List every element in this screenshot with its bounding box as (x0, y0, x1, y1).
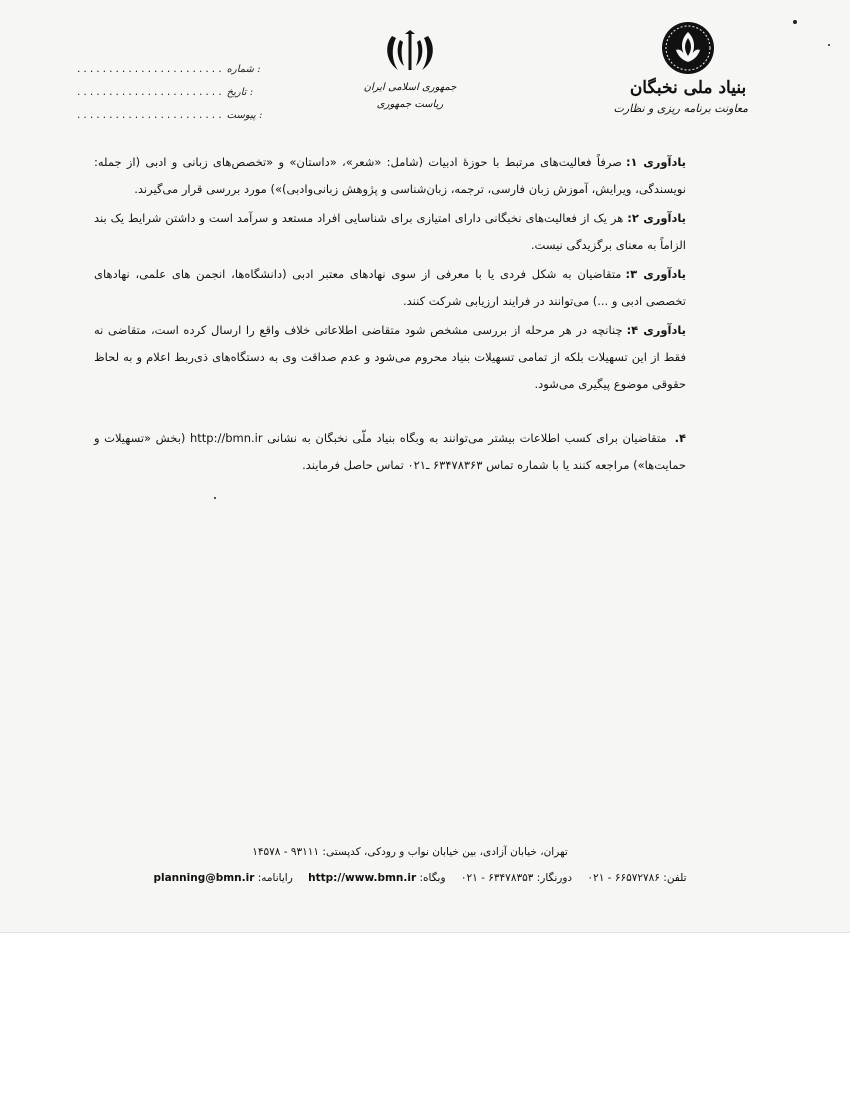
scan-speck (214, 497, 216, 499)
footer-contacts (140, 872, 700, 884)
item-text: متقاضیان برای کسب اطلاعات بیشتر می‌توانند به وبگاه بنیاد ملّی نخبگان به نشانی http://bmn.ir (بخش «تسهیلات و حمایت‌ها») مراجعه کنند یا با شماره تماس ۶۳۴۷۸۳۶۳ ـ۰۲۱ تماس حاصل فرمایند. (94, 431, 686, 472)
document-body (94, 149, 686, 481)
scan-speck (828, 44, 830, 46)
reminder-label: یادآوری ۴: (626, 323, 686, 337)
ref-label-date: تاریخ : (226, 87, 254, 98)
reminder-label: یادآوری ۲: (627, 211, 687, 225)
blank-area (0, 933, 850, 1100)
numbered-item (94, 425, 686, 479)
gov-line-1: جمهوری اسلامی ایران (363, 82, 457, 93)
footer-email-link[interactable]: planning@bmn.ir (153, 872, 255, 884)
footer-fax: دورنگار: ۶۳۴۷۸۳۵۳ - ۰۲۱ (460, 872, 573, 884)
ref-dots: ....................... (76, 111, 224, 121)
footer-phone: تلفن: ۶۶۵۷۲۷۸۶ - ۰۲۱ (587, 872, 687, 884)
foundation-name: بنیاد ملی نخبگان (629, 78, 747, 98)
reminder-text: هر یک از فعالیت‌های نخبگانی دارای امتیازی برای شناسایی افراد مستعد و سرآمد است و داشتن شرایط یک بند الزاماً به معنای برگزیدگی نیست. (94, 211, 686, 252)
reminder-text: صرفاً فعالیت‌های مرتبط با حوزهٔ ادبیات (شامل: «شعر»، «داستان» و «تخصص‌های زبانی و ادبی (از جمله: نویسندگی، ویرایش، آموزش زبان فارسی، ترجمه، زبان‌شناسی و پژوهش زبانی‌وادبی)») مورد بررسی قرار می‌گیرند. (94, 155, 686, 196)
ref-dots: ....................... (76, 65, 224, 75)
government-header (340, 28, 480, 110)
reminder-paragraph (94, 261, 686, 315)
footer-email-group (153, 872, 292, 884)
foundation-subtitle: معاونت برنامه ریزی و نظارت (613, 102, 748, 115)
reminder-label: یادآوری ۱: (625, 155, 686, 169)
reminder-text: چنانچه در هر مرحله از بررسی مشخص شود متقاضی اطلاعاتی خلاف واقع را ارسال کرده است، متقاضی نه فقط از این تسهیلات بلکه از تمامی تسهیلات بنیاد محروم می‌شود و عدم صداقت وی به دستگاه‌های ذی‌ربط اعلام و به لحاظ حقوقی موضوع پیگیری می‌شود. (94, 323, 686, 391)
ref-row-date (76, 87, 254, 110)
ref-dots: ....................... (76, 88, 224, 98)
gov-line-2: ریاست جمهوری (376, 99, 444, 110)
reminder-paragraph (94, 317, 686, 398)
iran-emblem-icon (382, 28, 438, 76)
item-number: ۴. (674, 431, 686, 445)
ref-row-number (76, 64, 261, 87)
reference-fields (76, 64, 263, 133)
footer-website-group (305, 872, 446, 884)
foundation-emblem-icon (660, 20, 716, 76)
ref-label-attachment: پیوست : (226, 110, 263, 121)
ref-row-attachment (76, 110, 263, 133)
reminder-paragraph (94, 205, 686, 259)
footer-website-label: وبگاه: (419, 872, 446, 884)
reminder-paragraph (94, 149, 686, 203)
ref-label-number: شماره : (226, 64, 261, 75)
scan-speck (793, 20, 797, 24)
foundation-logo-block (613, 20, 748, 115)
footer-email-label: رایانامه: (257, 872, 293, 884)
reminder-label: یادآوری ۳: (625, 267, 687, 281)
footer-address: تهران، خیابان آزادی، بین خیابان نواب و رودکی، کدپستی: ۹۳۱۱۱ - ۱۴۵۷۸ (252, 846, 568, 858)
reminder-text: متقاضیان به شکل فردی یا با معرفی از سوی نهادهای معتبر ادبی (دانشگاه‌ها، انجمن های علمی، نهادهای تخصصی ادبی و ...) می‌توانند در فرایند ارزیابی شرکت کنند. (94, 267, 686, 308)
footer-website-link[interactable]: http://www.bmn.ir (308, 872, 417, 884)
